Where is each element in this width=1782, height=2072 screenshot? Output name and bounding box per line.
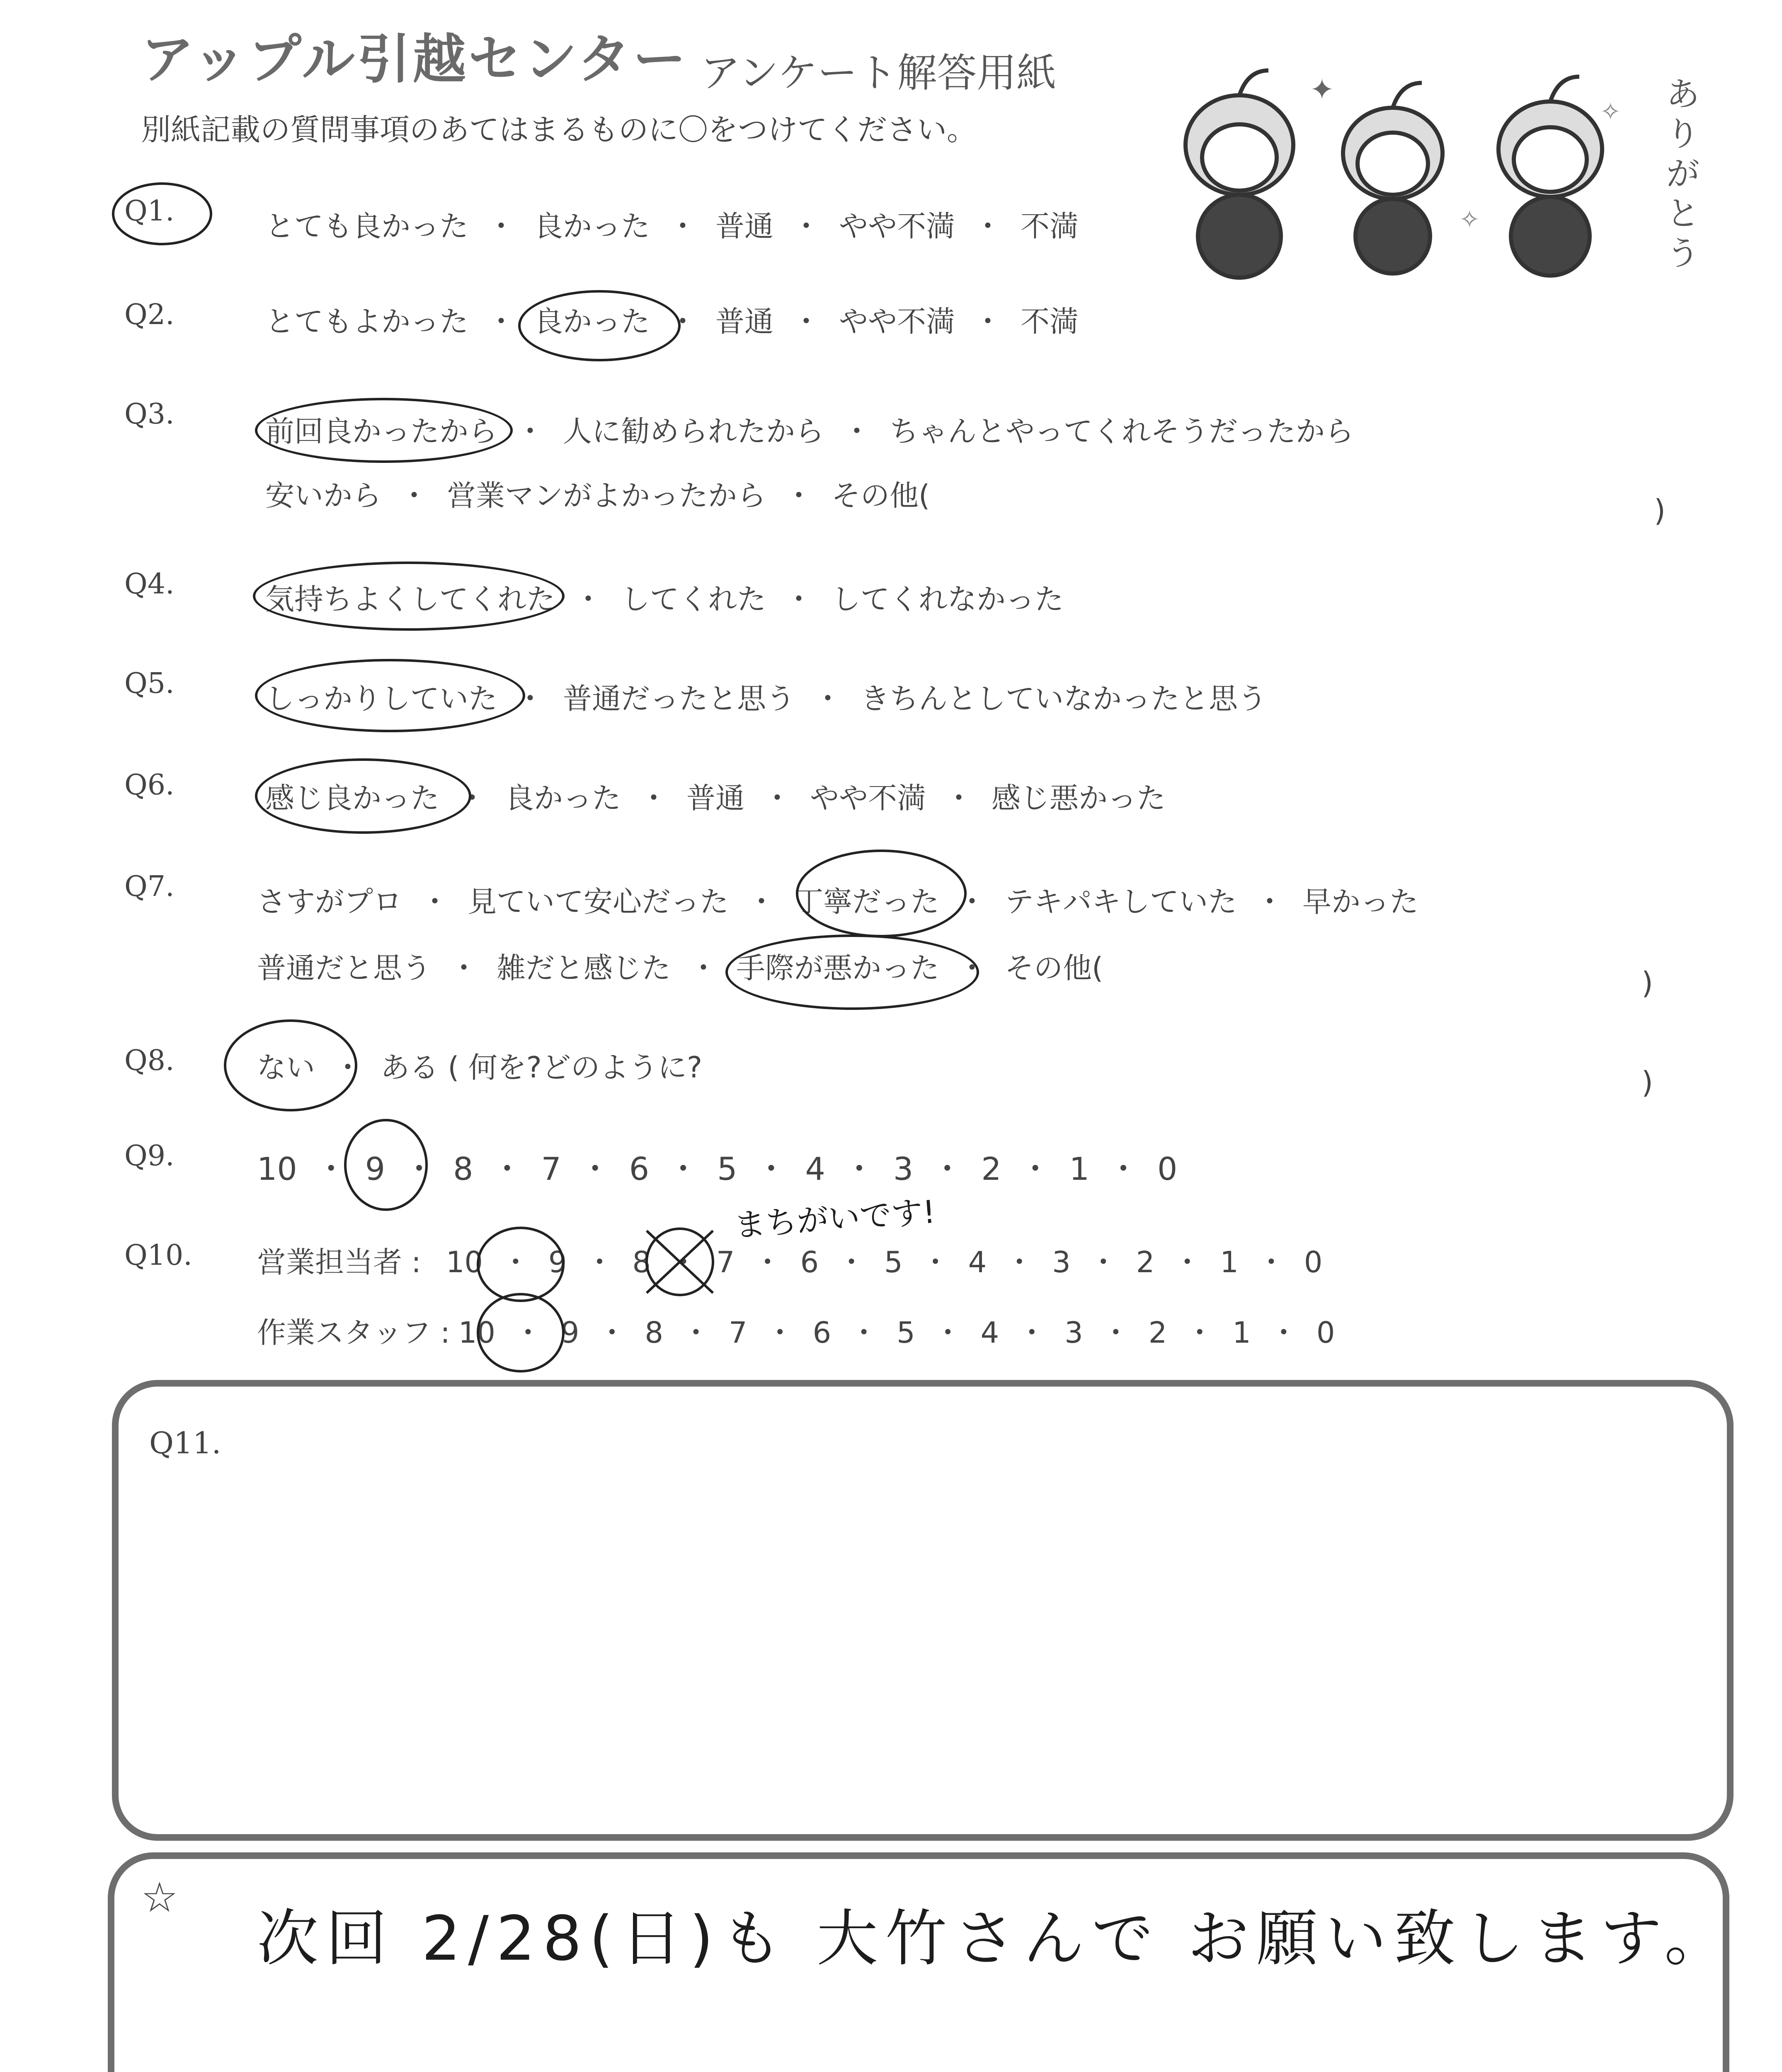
q8-options: ない ・ ある ( 何を?どのように? [257, 1044, 702, 1086]
q6-option[interactable]: やや不満 [810, 781, 926, 815]
q11-label: Q11. [149, 1426, 221, 1460]
q9-score[interactable]: 4 [805, 1150, 825, 1187]
q7-option[interactable]: さすがプロ [257, 885, 402, 919]
q7-option[interactable]: 早かった [1302, 885, 1418, 919]
q7-options-line2: 普通だと思う ・ 雑だと感じた ・ 手際が悪かった ・ その他( [257, 945, 1103, 987]
sparkle-icon: ✦ [1310, 73, 1334, 107]
q9-score[interactable]: 2 [981, 1150, 1001, 1187]
q10-sales-row: 営業担当者 : 10 ・ 9 ・ 8 ・ 7 ・ 6 ・ 5 ・ 4 ・ 3 ・ 2 ・ 1 ・ 0 [257, 1239, 1322, 1281]
q3-option[interactable]: その他( [832, 479, 930, 513]
q1-option[interactable]: 普通 [715, 209, 773, 243]
q3-option[interactable]: 人に勧められたから [563, 414, 824, 448]
q10-staff-score[interactable]: 5 [897, 1316, 915, 1350]
form-subtitle: アンケート解答用紙 [701, 50, 1057, 96]
q2-option[interactable]: 普通 [715, 305, 773, 339]
q10-sales-score[interactable]: 2 [1136, 1245, 1155, 1279]
form-instruction: 別紙記載の質問事項のあてはまるものに〇をつけてください。 [141, 112, 977, 147]
q8-option[interactable]: ない [257, 1051, 315, 1084]
q10-sales-score[interactable]: 4 [968, 1245, 987, 1279]
q2-option[interactable]: やや不満 [839, 305, 955, 339]
q4-option[interactable]: してくれた [621, 582, 766, 616]
q1-label: Q1. [124, 195, 175, 228]
company-title: アップル引越センター [141, 29, 689, 90]
q10-staff-score[interactable]: 2 [1148, 1316, 1167, 1350]
q1-option[interactable]: とても良かった [265, 209, 468, 243]
q10-sales-score[interactable]: 5 [884, 1245, 903, 1279]
q10-label: Q10. [124, 1239, 192, 1272]
q6-option[interactable]: 感じ悪かった [992, 781, 1166, 815]
comment-handwritten: 次回 2/28(日)も 大竹さんで お願い致します。 [257, 1903, 1734, 1974]
q10-staff-score[interactable]: 8 [645, 1316, 664, 1350]
q10-staff-score[interactable]: 3 [1064, 1316, 1083, 1350]
q9-score[interactable]: 10 [257, 1150, 297, 1187]
q5-option[interactable]: しっかりしていた [265, 682, 497, 716]
q6-options: 感じ良かった ・ 良かった ・ 普通 ・ やや不満 ・ 感じ悪かった [265, 775, 1166, 817]
q5-label: Q5. [124, 667, 175, 700]
q7-options-line1: さすがプロ ・ 見ていて安心だった ・ 丁寧だった ・ テキパキしていた ・ 早かった [257, 879, 1418, 920]
q10-staff-score[interactable]: 6 [812, 1316, 832, 1350]
q2-options: とてもよかった ・ 良かった ・ 普通 ・ やや不満 ・ 不満 [265, 298, 1079, 340]
q10-sales-score[interactable]: 0 [1304, 1245, 1323, 1279]
q5-options: しっかりしていた ・ 普通だったと思う ・ きちんとしていなかったと思う [265, 675, 1267, 717]
q3-label: Q3. [124, 398, 175, 431]
q9-score[interactable]: 3 [893, 1150, 914, 1187]
q7-option[interactable]: 丁寧だった [794, 885, 939, 919]
q9-score[interactable]: 7 [541, 1150, 561, 1187]
q9-score[interactable]: 1 [1069, 1150, 1089, 1187]
q10-staff-score[interactable]: 4 [980, 1316, 999, 1350]
q2-option[interactable]: 良かった [534, 305, 650, 339]
q7-option[interactable]: 普通だと思う [257, 951, 431, 985]
q3-option[interactable]: 安いから [265, 479, 381, 513]
q9-score[interactable]: 5 [717, 1150, 737, 1187]
q1-option[interactable]: やや不満 [839, 209, 955, 243]
q2-option[interactable]: とてもよかった [265, 305, 468, 339]
q10-staff-score[interactable]: 1 [1232, 1316, 1251, 1350]
q10-sales-score[interactable]: 7 [716, 1245, 735, 1279]
q1-option[interactable]: 不満 [1021, 209, 1079, 243]
q7-close-paren: ) [1641, 966, 1654, 1000]
sparkle-icon: ✧ [1600, 97, 1621, 126]
q9-label: Q9. [124, 1140, 175, 1172]
q10-sales-score[interactable]: 1 [1220, 1245, 1239, 1279]
q10-sales-score[interactable]: 8 [632, 1245, 651, 1279]
q4-label: Q4. [124, 568, 175, 600]
q6-label: Q6. [124, 769, 175, 801]
q10-staff-score[interactable]: 0 [1316, 1316, 1335, 1350]
q8-option[interactable]: ある ( 何を?どのように? [381, 1051, 703, 1084]
q10-strikeout-mark [638, 1222, 721, 1301]
mascot-right [1498, 77, 1602, 276]
q10-sales-label: 営業担当者 : [257, 1245, 421, 1279]
star-icon: ☆ [141, 1873, 178, 1922]
q5-option[interactable]: 普通だったと思う [563, 682, 795, 716]
q7-option[interactable]: テキパキしていた [1005, 885, 1237, 919]
mascot-left [1186, 70, 1293, 278]
q10-staff-row: 作業スタッフ : 10 ・ 9 ・ 8 ・ 7 ・ 6 ・ 5 ・ 4 ・ 3 ・ 2 ・ 1 ・ 0 [257, 1310, 1335, 1351]
q3-close-paren: ) [1654, 493, 1666, 528]
mascot-illustration [1161, 50, 1658, 282]
q10-sales-score[interactable]: 10 [446, 1245, 483, 1279]
q8-close-paren: ) [1641, 1065, 1654, 1100]
mascot-middle [1343, 83, 1443, 274]
q10-staff-score[interactable]: 9 [560, 1316, 579, 1350]
q3-option[interactable]: 営業マンがよかったから [447, 479, 766, 513]
q6-option[interactable]: 普通 [686, 781, 744, 815]
q3-option[interactable]: 前回良かったから [265, 414, 497, 448]
q7-option[interactable]: 見ていて安心だった [468, 885, 729, 919]
q3-option[interactable]: ちゃんとやってくれそうだったから [890, 414, 1354, 448]
q6-option[interactable]: 良かった [505, 781, 621, 815]
q4-options: 気持ちよくしてくれた ・ してくれた ・ してくれなかった [265, 576, 1064, 618]
q7-option[interactable]: 手際が悪かった [736, 951, 939, 985]
q9-score[interactable]: 8 [453, 1150, 473, 1187]
q2-option[interactable]: 不満 [1021, 305, 1079, 339]
q10-staff-score[interactable]: 7 [729, 1316, 747, 1350]
q9-score[interactable]: 9 [365, 1150, 385, 1187]
q5-option[interactable]: きちんとしていなかったと思う [861, 682, 1267, 716]
q10-staff-label: 作業スタッフ : [257, 1316, 450, 1350]
q2-label: Q2. [124, 298, 175, 331]
q11-answer-box[interactable] [112, 1380, 1734, 1841]
q10-staff-score[interactable]: 10 [458, 1316, 495, 1350]
q10-correction-note: まちがいです! [732, 1193, 937, 1244]
q1-option[interactable]: 良かった [534, 209, 650, 243]
q10-sales-score[interactable]: 9 [548, 1245, 567, 1279]
q10-sales-score[interactable]: 3 [1052, 1245, 1071, 1279]
thanks-text: ありがとう [1666, 75, 1700, 273]
q9-score[interactable]: 0 [1157, 1150, 1178, 1187]
q8-label: Q8. [124, 1044, 175, 1077]
q7-option[interactable]: その他( [1005, 951, 1103, 985]
q10-sales-score[interactable]: 6 [800, 1245, 819, 1279]
q4-option[interactable]: 気持ちよくしてくれた [265, 582, 555, 616]
q3-options-line2: 安いから ・ 営業マンがよかったから ・ その他( [265, 472, 930, 514]
q4-option[interactable]: してくれなかった [832, 582, 1064, 616]
q6-option[interactable]: 感じ良かった [265, 781, 439, 815]
q3-options-line1: 前回良かったから ・ 人に勧められたから ・ ちゃんとやってくれそうだったから [265, 408, 1354, 450]
q9-scale: 10 ・ 9 ・ 8 ・ 7 ・ 6 ・ 5 ・ 4 ・ 3 ・ 2 ・ 1 ・ 0 [257, 1150, 1178, 1187]
q9-score[interactable]: 6 [629, 1150, 650, 1187]
q7-option[interactable]: 雑だと感じた [497, 951, 671, 985]
sparkle-icon: ✧ [1459, 205, 1480, 234]
q1-options: とても良かった ・ 良かった ・ 普通 ・ やや不満 ・ 不満 [265, 203, 1079, 245]
q7-label: Q7. [124, 870, 175, 903]
